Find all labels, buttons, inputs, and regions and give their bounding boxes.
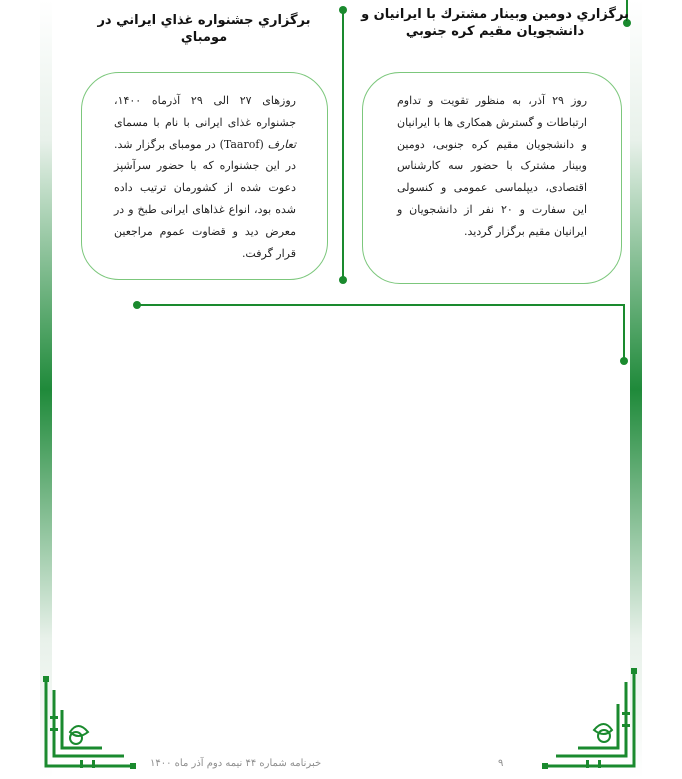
center-divider-line [342, 10, 344, 280]
page-number: ۹ [498, 758, 504, 769]
left-corner-ornament-icon [40, 676, 138, 776]
divider-dot [339, 276, 347, 284]
article-title-left: برگزاري جشنواره غذاي ايراني در مومباي [97, 13, 311, 45]
article-body-italic-word: تعارف [267, 137, 297, 151]
right-connector-line [623, 304, 625, 361]
right-corner-ornament-icon [542, 668, 642, 776]
horizontal-divider-line [137, 304, 625, 306]
article-title-right [360, 6, 630, 40]
article-body-text: (Taarof) در مومبای برگزار شد. در این جشنواره که با حضور سرآشپز دعوت شده از کشورمان ترتیب داده شده بود، انواع غذاهای ایرانی طبخ و در معرض دید و قضاوت عموم مراجعین قرار گرفت. [114, 137, 296, 260]
divider-dot [339, 6, 347, 14]
footer-caption: خبرنامه شماره ۴۴ نیمه دوم آذر ماه ۱۴۰۰ [150, 758, 322, 769]
left-decorative-bar [40, 0, 52, 779]
article-title-line: برگزاري دومين وبينار مشترك با ايرانيان و [361, 7, 629, 22]
article-body-left [114, 90, 296, 264]
right-decorative-bar [630, 0, 642, 779]
divider-dot [133, 301, 141, 309]
article-body-text: روزهای ۲۷ الی ۲۹ آذرماه ۱۴۰۰، جشنواره غذای ایرانی با نام با مسمای [114, 94, 296, 129]
article-title-line: دانشجويان مقيم كره جنوبي [405, 24, 585, 39]
article-body-right: روز ۲۹ آذر، به منظور تقویت و تداوم ارتباطات و گسترش همکاری ها با ایرانیان و دانشجویان مقیم کره جنوبی، دومین وبینار مشترک با حضور سه کارشناس اقتصادی، دیپلماسی عمومی و کنسولی این سفارت و ۲۰ نفر از دانشجویان و ایرانیان مقیم برگزار گردید. [397, 94, 588, 238]
divider-dot [620, 357, 628, 365]
